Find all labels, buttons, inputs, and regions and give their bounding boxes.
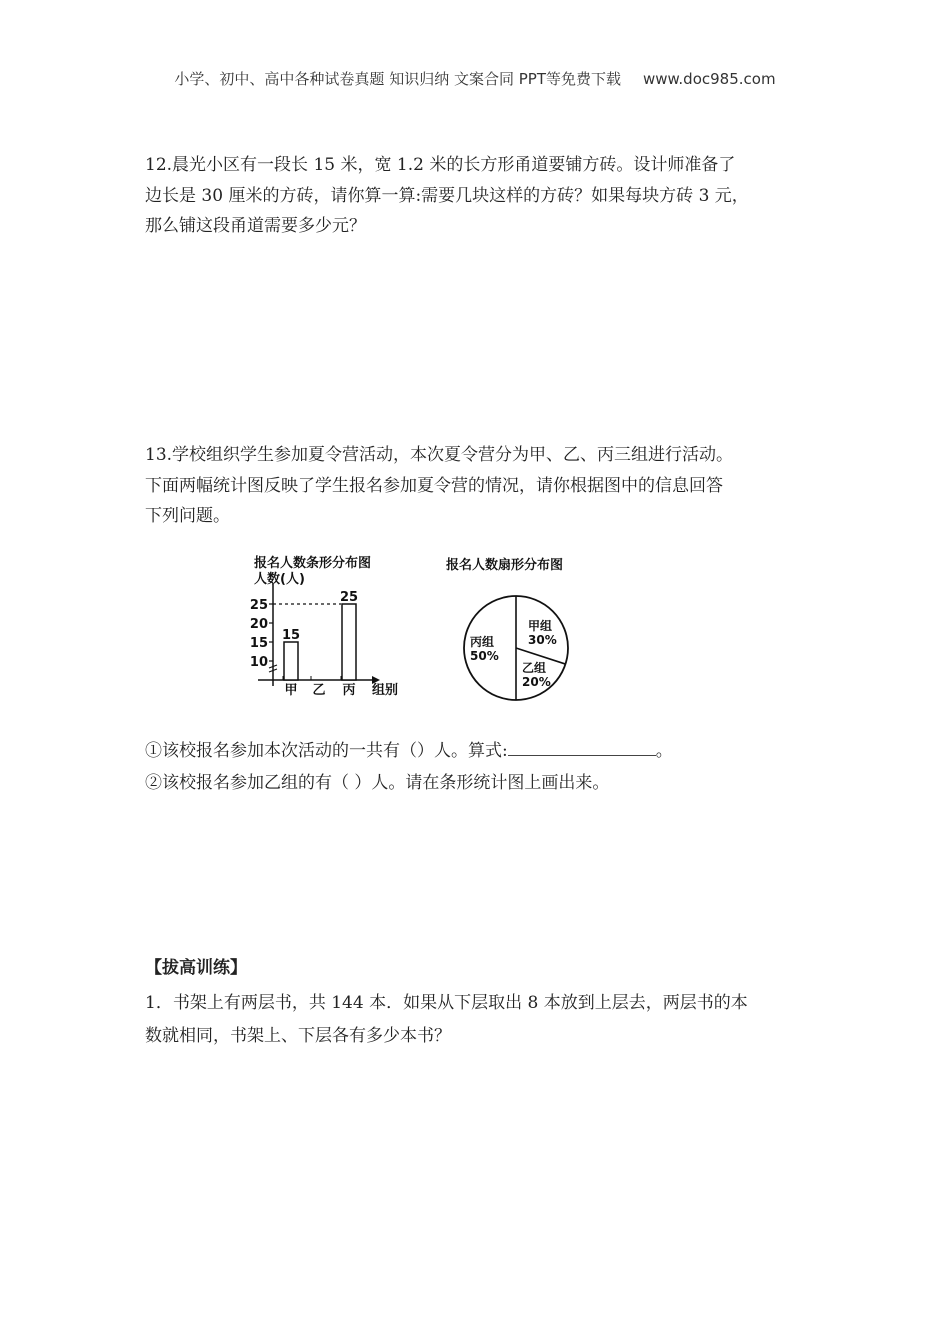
- pie-slice-name: 乙组: [522, 661, 547, 675]
- pie-chart: [440, 548, 600, 708]
- problem-1-line1: 1．书架上有两层书，共 144 本．如果从下层取出 8 本放到上层去，两层书的本: [145, 993, 748, 1013]
- q12-line1: 12.晨光小区有一段长 15 米，宽 1.2 米的长方形甬道要铺方砖。设计师准备了: [145, 155, 736, 175]
- bar-chart-ylabel: 人数(人): [254, 572, 305, 587]
- sub-question-1: [145, 735, 825, 767]
- y-tick-label: 20: [249, 617, 268, 632]
- pie-slice-percent: 30%: [528, 633, 557, 647]
- bar-甲: [284, 642, 298, 680]
- y-tick-label: 15: [249, 636, 268, 651]
- pie-chart-title: 报名人数扇形分布图: [446, 558, 564, 573]
- q13-line3: 下列问题。: [145, 506, 230, 526]
- page-header: [0, 68, 950, 89]
- q12-line3: 那么铺这段甬道需要多少元？: [145, 216, 366, 236]
- bar-value-label: 15: [281, 628, 301, 643]
- bar-chart-title: 报名人数条形分布图: [254, 556, 372, 571]
- section-title: 【拔高训练】: [145, 958, 247, 978]
- formula-blank[interactable]: [508, 741, 656, 756]
- header-site-link[interactable]: www.doc985.com: [642, 70, 776, 88]
- category-label: 丙: [342, 683, 356, 698]
- pie-slice-name: 丙组: [470, 635, 495, 649]
- problem-1-line2: 数就相同，书架上、下层各有多少本书？: [145, 1026, 451, 1046]
- y-tick-label: 10: [249, 655, 268, 670]
- pie-slice-percent: 50%: [470, 649, 499, 663]
- pie-slice-percent: 20%: [522, 675, 551, 689]
- category-label: 甲: [284, 683, 298, 698]
- q13-line1: 13.学校组织学生参加夏令营活动，本次夏令营分为甲、乙、丙三组进行活动。: [145, 445, 734, 465]
- question-12: [145, 150, 825, 242]
- q12-line2: 边长是 30 厘米的方砖，请你算一算:需要几块这样的方砖？如果每块方砖 3 元，: [145, 185, 749, 206]
- category-label: 乙: [312, 683, 326, 698]
- question-13-subquestions: [145, 735, 825, 799]
- problem-1: [145, 987, 825, 1053]
- bar-chart-xlabel: 组别: [372, 683, 399, 698]
- q13-line2: 下面两幅统计图反映了学生报名参加夏令营的情况，请你根据图中的信息回答: [145, 475, 723, 496]
- pie-slice-name: 甲组: [528, 619, 553, 633]
- bar-丙: [342, 604, 356, 680]
- sub-question-2: ②该校报名参加乙组的有（ ）人。请在条形统计图上画出来。: [145, 773, 610, 793]
- bar-value-label: 25: [339, 590, 359, 605]
- y-tick-label: 25: [249, 598, 268, 613]
- header-text: 小学、初中、高中各种试卷真题 知识归纳 文案合同 PPT等免费下载: [174, 70, 621, 88]
- question-13: [145, 440, 825, 532]
- sub1-end: 。: [655, 741, 673, 761]
- bar-chart: [248, 548, 418, 703]
- sub1-text: ①该校报名参加本次活动的一共有（）人。算式:: [145, 741, 508, 761]
